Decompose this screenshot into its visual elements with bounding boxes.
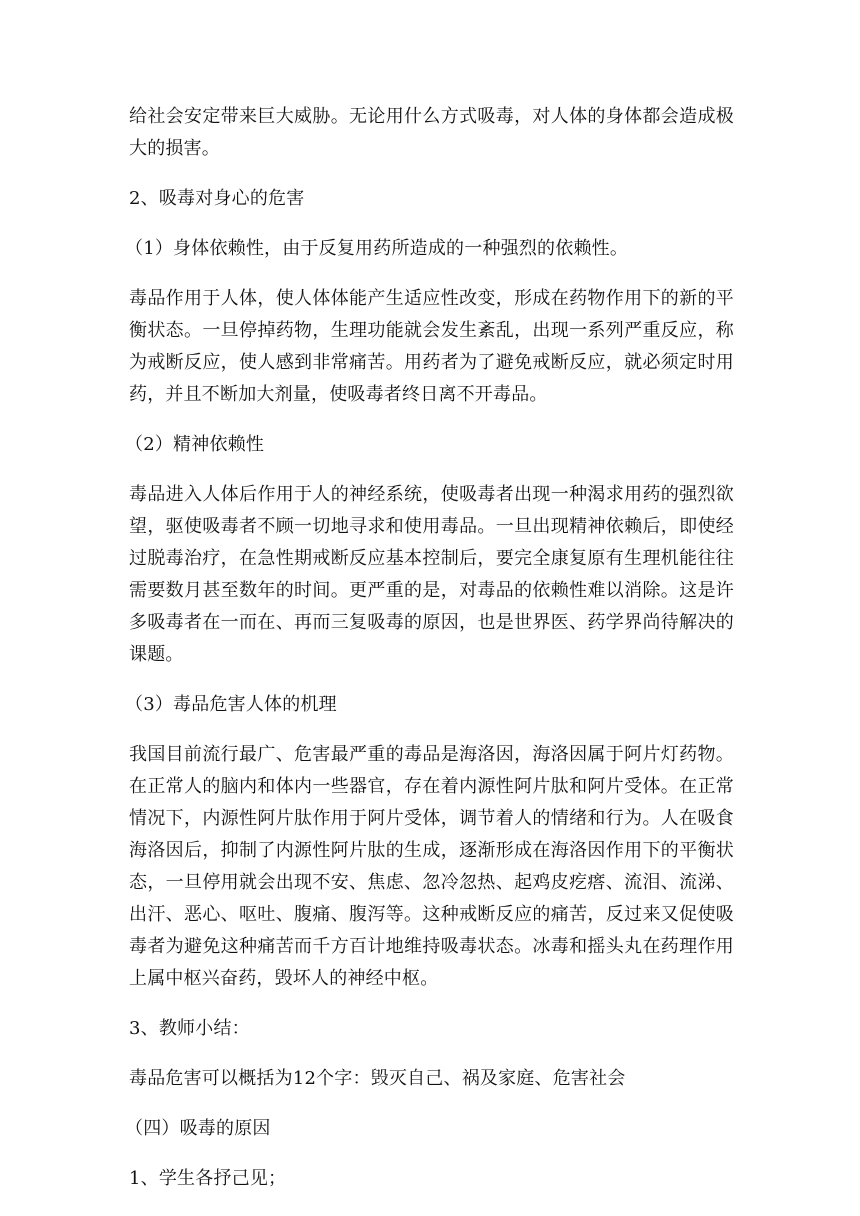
paragraph-intro-continuation: 给社会安定带来巨大威胁。无论用什么方式吸毒，对人体的身体都会造成极大的损害。	[129, 106, 734, 159]
subheading-mental-dependence: （2）精神依赖性	[125, 434, 265, 455]
paragraph-mechanism: 我国目前流行最广、危害最严重的毒品是海洛因，海洛因属于阿片灯药物。在正常人的脑内和体内一些器官，存在着内源性阿片肽和阿片受体。在正常情况下，内源性阿片肽作用于阿片受体，调节着人的情绪和行为。人在吸食海洛因后，抑制了内源性阿片肽的生成，逐渐形成在海洛因作用下的平衡状态，一旦停用就会出现不安、焦虑、忽冷忽热、起鸡皮疙瘩、流泪、流涕、出汗、恶心、呕吐、腹痛、腹泻等。这种戒断反应的痛苦，反过来又促使吸毒者为避免这种痛苦而千方百计地维持吸毒状态。冰毒和摇头丸在药理作用上属中枢兴奋药，毁坏人的神经中枢。	[129, 744, 734, 989]
paragraph-summary: 毒品危害可以概括为12个字：毁灭自己、祸及家庭、危害社会	[129, 1068, 626, 1089]
paragraph-mental-dependence: 毒品进入人体后作用于人的神经系统，使吸毒者出现一种渴求用药的强烈欲望，驱使吸毒者不顾一切地寻求和使用毒品。一旦出现精神依赖后，即使经过脱毒治疗，在急性期戒断反应基本控制后，要完全康复原有生理机能往往需要数月甚至数年的时间。更严重的是，对毒品的依赖性难以消除。这是许多吸毒者在一而在、再而三复吸毒的原因，也是世界医、药学界尚待解决的课题。	[129, 484, 734, 665]
document-body	[125, 101, 734, 1195]
section-heading-summary: 3、教师小结：	[129, 1018, 250, 1039]
paragraph-physical-dependence: 毒品作用于人体，使人体体能产生适应性改变，形成在药物作用下的新的平衡状态。一旦停掉药物，生理功能就会发生紊乱，出现一系列严重反应，称为戒断反应，使人感到非常痛苦。用药者为了避免戒断反应，就必须定时用药，并且不断加大剂量，使吸毒者终日离不开毒品。	[129, 288, 734, 405]
paragraph-student-opinions: 1、学生各抒己见；	[129, 1168, 287, 1189]
subheading-physical-dependence: （1）身体依赖性，由于反复用药所造成的一种强烈的依赖性。	[125, 238, 629, 259]
section-heading-harm: 2、吸毒对身心的危害	[129, 188, 305, 209]
subheading-mechanism: （3）毒品危害人体的机理	[125, 694, 337, 715]
section-heading-causes: （四）吸毒的原因	[125, 1118, 271, 1139]
